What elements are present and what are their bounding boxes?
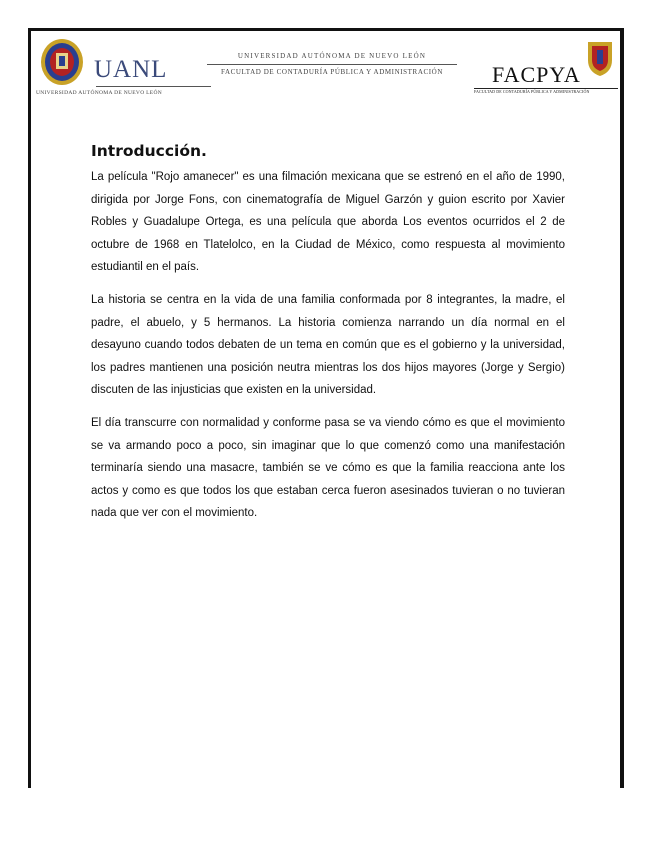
paragraph-2: La historia se centra en la vida de una familia conformada por 8 integrantes, la madre, el padre, el abuelo, y 5 hermanos. La historia comienza narrando un día normal en el desayuno cuando todos debaten de un tema en común que es el gobierno y la universidad, los padres mantienen una posición neutra mientras los dos hijos mayores (Jorge y Sergio) discuten de las injusticias que existen en la universidad. [91,293,565,397]
paragraph-1: La película "Rojo amanecer" es una filmación mexicana que se estrenó en el año de 1990, dirigida por Jorge Fons, con cinematografía de Miguel Garzón y guion escrito por Xavier Robles y Guadalupe Ortega, es una película que aborda Los eventos ocurridos el 2 de octubre de 1968 en Tlatelolco, en la Ciudad de México, como respuesta al movimiento estudiantil en el país. [91,171,565,274]
header-faculty-name: FACULTAD DE CONTADURÍA PÚBLICA Y ADMINISTRACIÓN [221,68,443,76]
header-institution-names [204,52,460,76]
paragraph-3: El día transcurre con normalidad y conforme pasa se va viendo cómo es que el movimiento se va armando poco a poco, sin imaginar que lo que comenzó como una manifestación terminaría siendo una masacre, también se ve cómo es que la familia reacciona ante los actos y como es que todos los que estaban cerca fueron asesinados tuvieran o no tuvieran nada que ver con el movimiento. [91,416,565,520]
uanl-seal-icon [40,38,84,86]
facpya-crest-icon [584,38,616,78]
facpya-logo-subtitle: FACULTAD DE CONTADURÍA PÚBLICA Y ADMINISTRACIÓN [474,89,590,94]
header-rule [207,64,457,65]
uanl-logo-text: UANL [94,56,168,83]
facpya-logo-text: FACPYA [492,62,581,87]
uanl-logo-subtitle: UNIVERSIDAD AUTÓNOMA DE NUEVO LEÓN [36,90,162,96]
document-header [0,0,655,110]
facpya-logo [472,38,622,98]
section-heading: Introducción. [91,142,207,160]
uanl-logo [36,38,186,100]
header-university-name: UNIVERSIDAD AUTÓNOMA DE NUEVO LEÓN [237,52,427,60]
uanl-logo-rule [96,86,211,87]
document-body [91,142,565,535]
